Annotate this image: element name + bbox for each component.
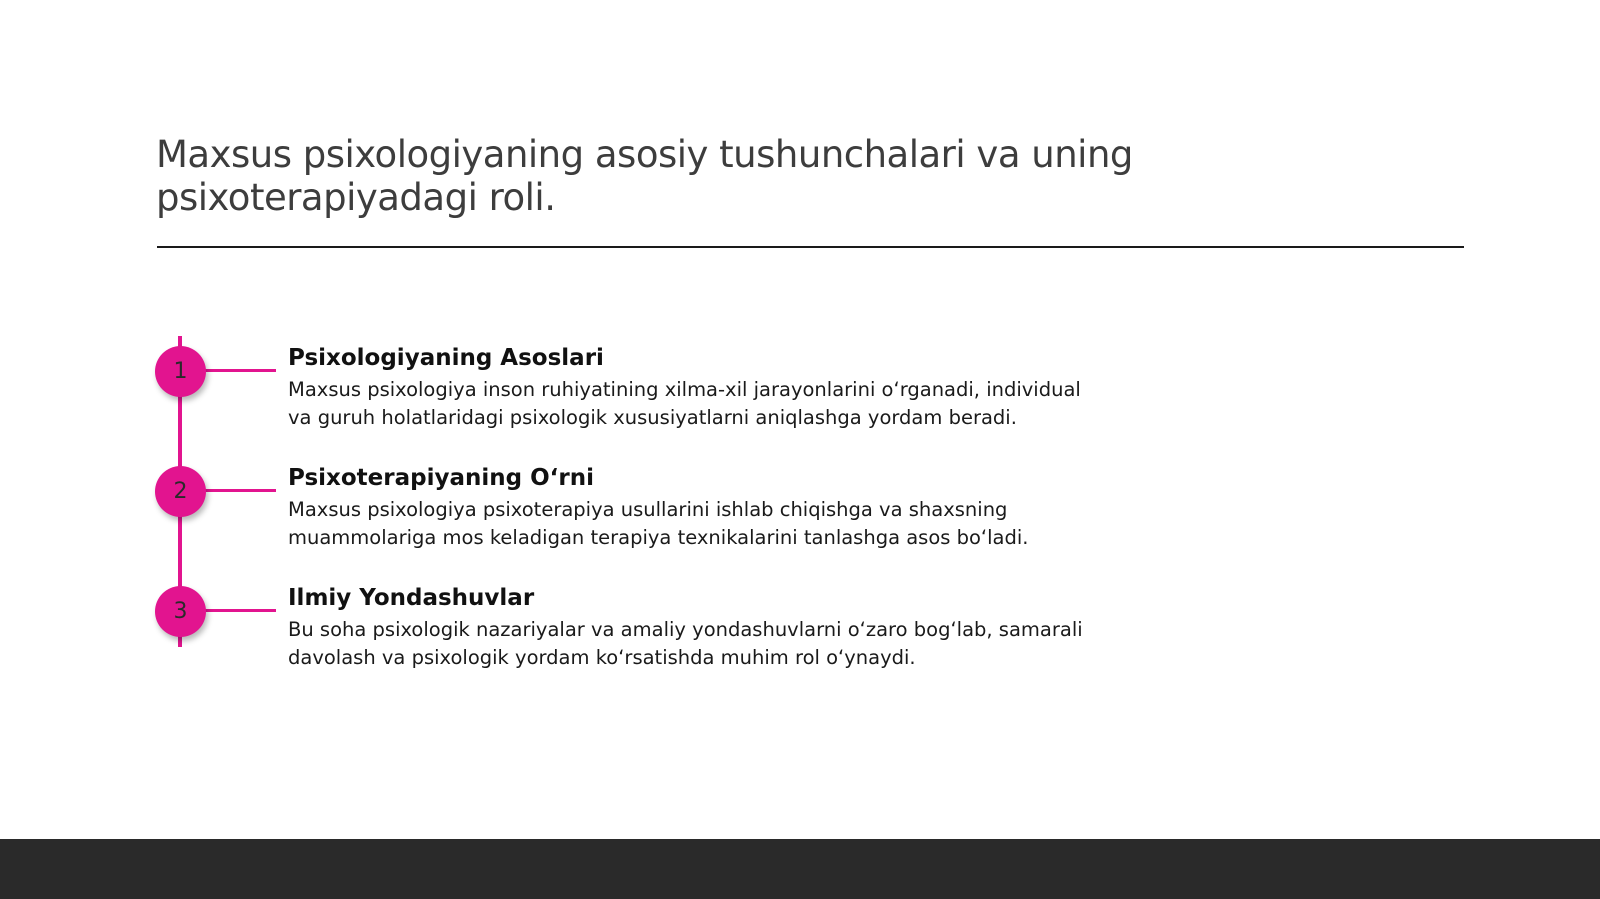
step-1-description: Maxsus psixologiya inson ruhiyatining xilma-xil jarayonlarini o‘rganadi, individual va guruh holatlaridagi psixologik xususiyatlarni aniqlashga yordam beradi. bbox=[288, 378, 1081, 429]
step-1-connector bbox=[204, 369, 276, 372]
step-1-heading: Psixologiyaning Asoslari bbox=[288, 345, 604, 371]
title-divider bbox=[157, 246, 1464, 248]
step-3-number-badge: 3 bbox=[155, 586, 206, 637]
step-1 bbox=[288, 344, 1108, 432]
step-2 bbox=[288, 464, 1108, 552]
slide-title bbox=[156, 133, 1356, 219]
step-1-number-badge: 1 bbox=[155, 346, 206, 397]
step-3 bbox=[288, 584, 1108, 672]
step-3-heading: Ilmiy Yondashuvlar bbox=[288, 585, 535, 611]
step-2-number-badge: 2 bbox=[155, 466, 206, 517]
slide-title-line-2: psixoterapiyadagi roli. bbox=[156, 176, 556, 219]
step-3-connector bbox=[204, 609, 276, 612]
step-2-description: Maxsus psixologiya psixoterapiya usullarini ishlab chiqishga va shaxsning muammolariga mos keladigan terapiya texnikalarini tanlashga asos bo‘ladi. bbox=[288, 498, 1029, 549]
step-3-description: Bu soha psixologik nazariyalar va amaliy yondashuvlarni o‘zaro bog‘lab, samarali davolash va psixologik yordam ko‘rsatishda muhim rol o‘ynaydi. bbox=[288, 618, 1083, 669]
step-2-connector bbox=[204, 489, 276, 492]
footer-bar bbox=[0, 839, 1600, 899]
slide-title-line-1: Maxsus psixologiyaning asosiy tushunchalari va uning bbox=[156, 133, 1133, 176]
step-2-heading: Psixoterapiyaning O‘rni bbox=[288, 465, 594, 491]
